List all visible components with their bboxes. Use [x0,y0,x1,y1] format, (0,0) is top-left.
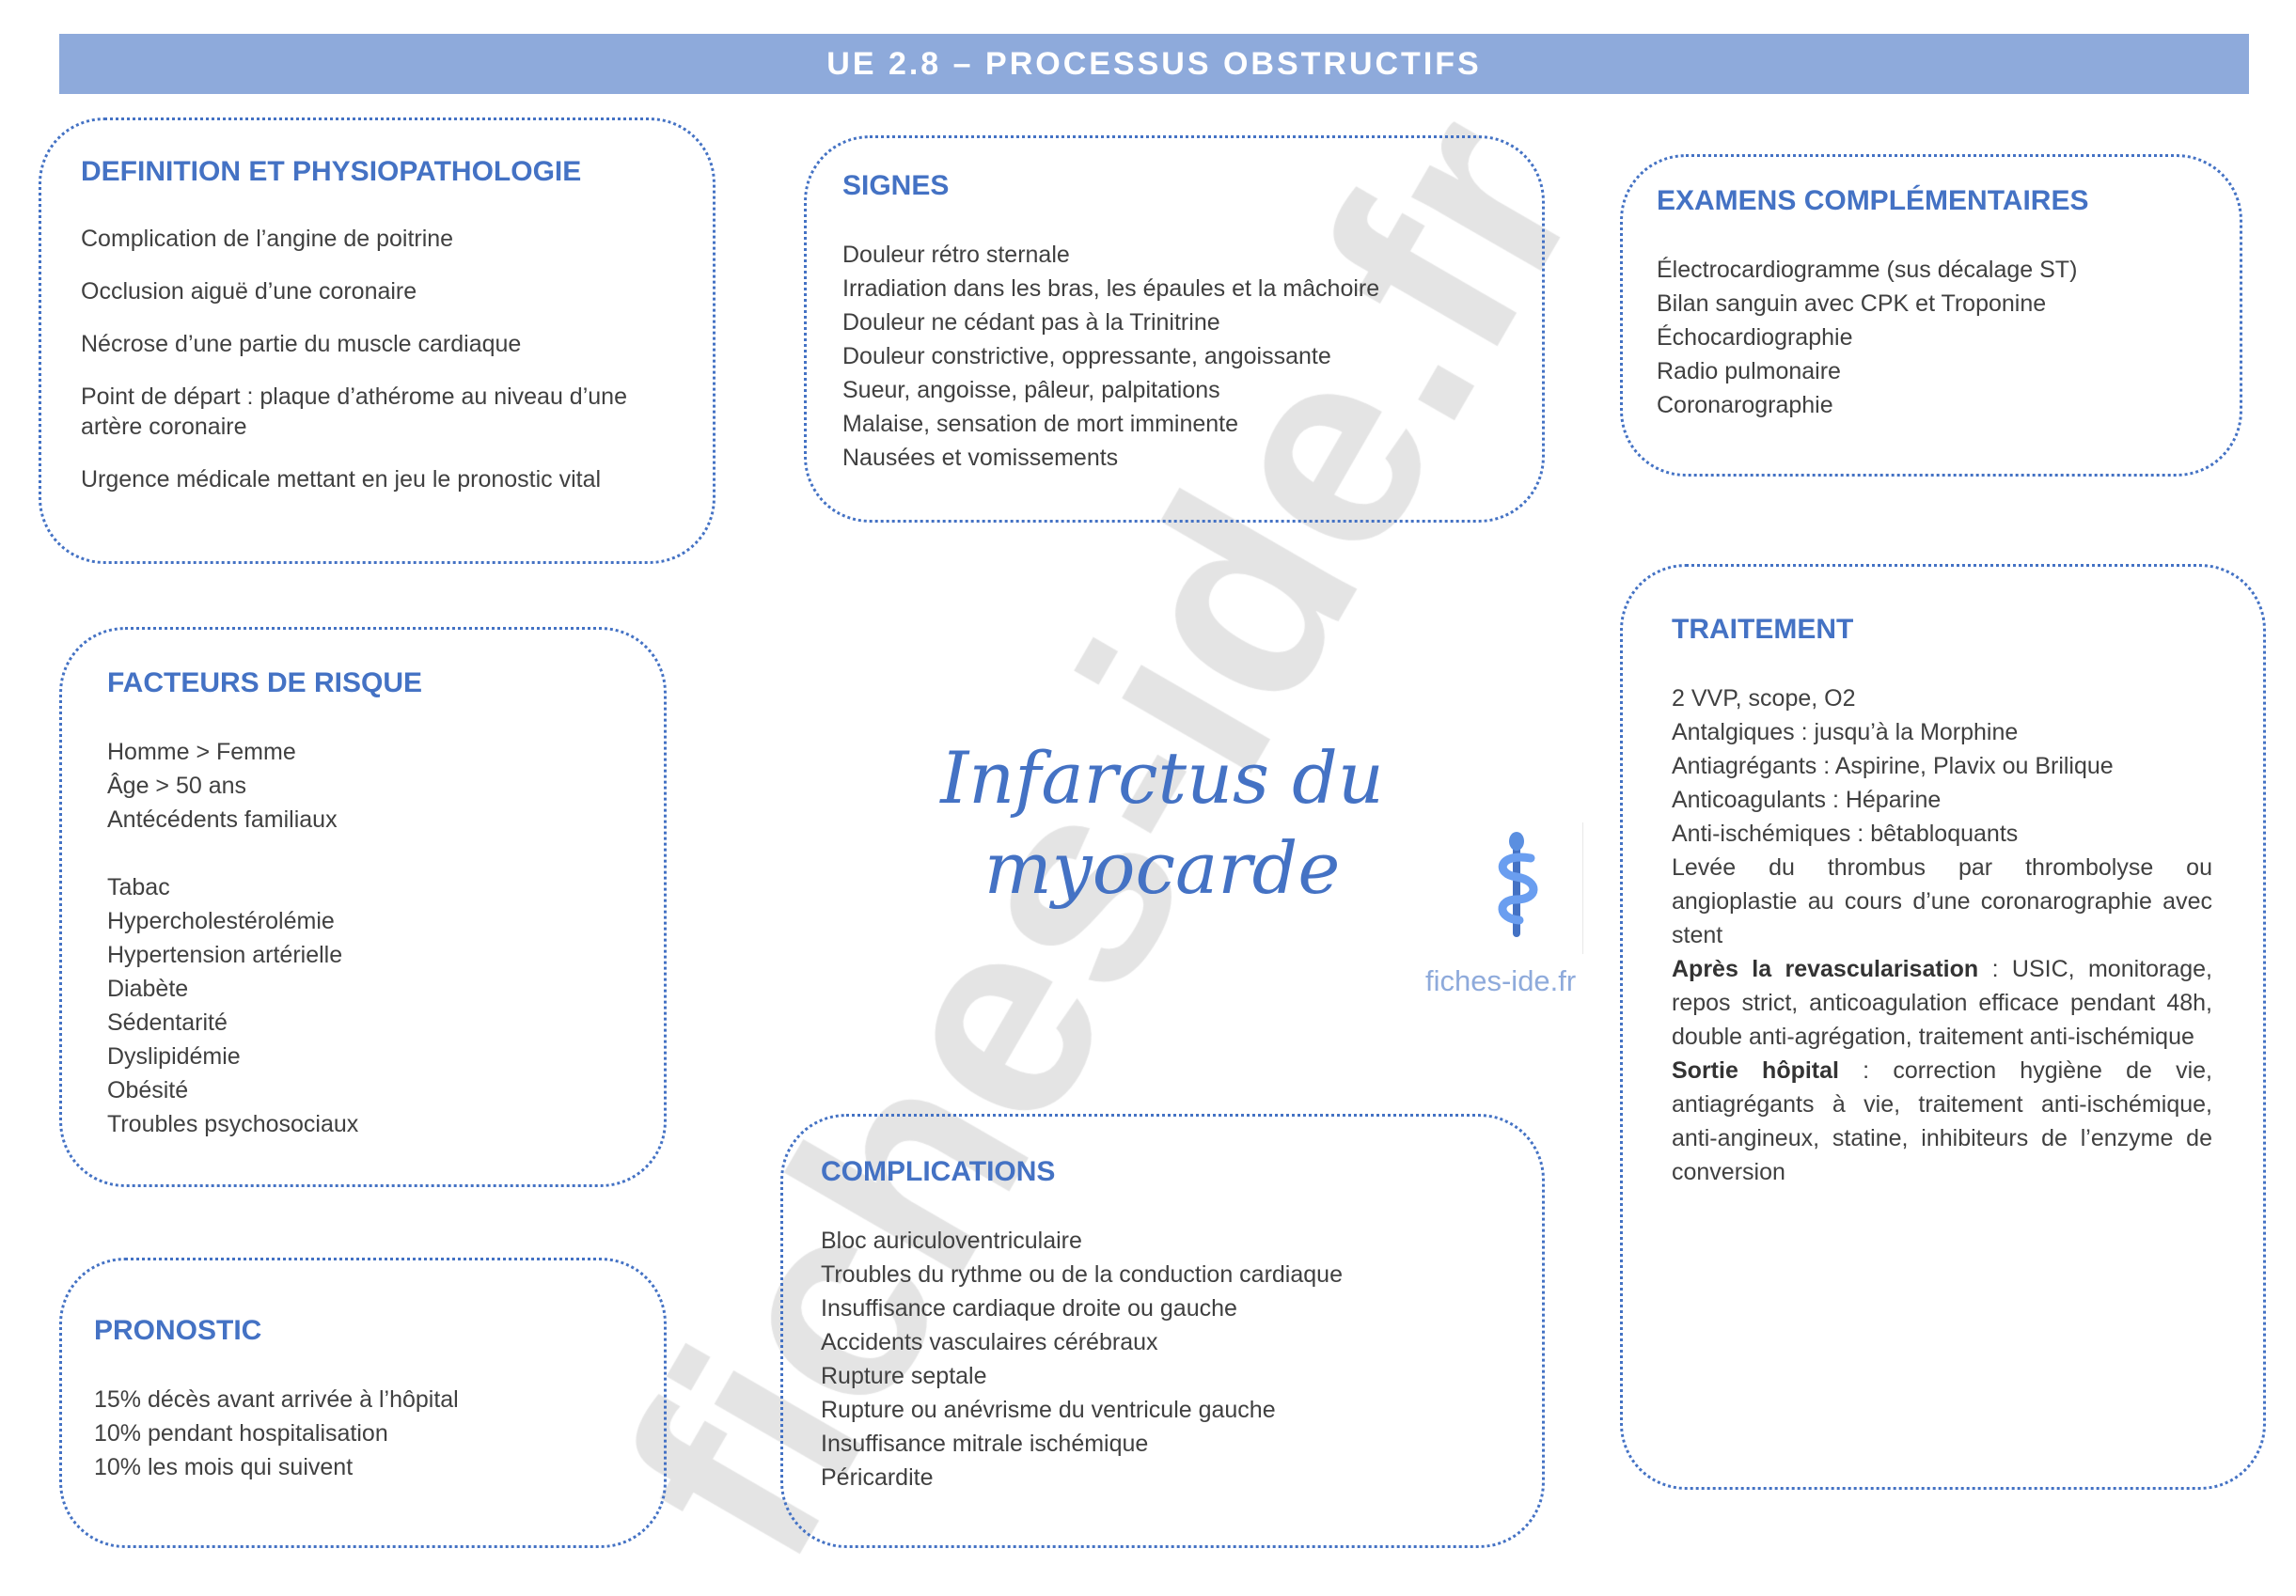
list-item: Occlusion aiguë d’une coronaire [81,278,417,305]
list-item: Sueur, angoisse, pâleur, palpitations [842,377,1220,403]
list-item: Insuffisance cardiaque droite ou gauche [821,1295,1237,1322]
list-item: 10% les mois qui suivent [94,1454,354,1480]
traitement-thrombus: Levée du thrombus par thrombolyse ou angioplastie au cours d’une coronarographie avec stent [1672,854,2212,948]
list-item: Rupture ou anévrisme du ventricule gauche [821,1397,1276,1423]
list-item: Anti-ischémiques : bêtabloquants [1672,821,2019,847]
list-item: Tabac [107,874,170,900]
examens-box [1620,154,2242,477]
list-item: Point de départ : plaque d’athérome au niveau d’une artère coronaire [81,383,627,440]
list-item: Accidents vasculaires cérébraux [821,1329,1158,1355]
list-item: Homme > Femme [107,739,296,765]
traitement-box [1620,564,2266,1490]
list-item: Obésité [107,1077,189,1103]
sortie-text: : correction hygiène de vie, antiagrégants à vie, traitement anti-ischémique, anti-angineux, statine, inhibiteurs de l’enzyme de conversion [1672,1057,2212,1185]
traitement-title: TRAITEMENT [1672,614,1854,645]
list-item: Sédentarité [107,1009,228,1036]
list-item: Nausées et vomissements [842,445,1119,471]
signes-title: SIGNES [842,170,950,201]
examens-list [1657,253,2240,422]
page-header [59,34,2249,94]
list-item: Antécédents familiaux [107,806,338,833]
divider [1582,822,1583,954]
list-item: Douleur constrictive, oppressante, angoissante [842,343,1331,369]
facteurs-group-1 [107,735,664,837]
signes-box [804,135,1545,523]
list-item: Anticoagulants : Héparine [1672,787,1942,813]
pronostic-box [59,1258,667,1548]
list-item: Bloc auriculoventriculaire [821,1228,1082,1254]
list-item: 15% décès avant arrivée à l’hôpital [94,1386,459,1413]
list-item: Hypertension artérielle [107,942,343,968]
list-item: Antalgiques : jusqu’à la Morphine [1672,719,2019,745]
list-item: Troubles psychosociaux [107,1111,359,1137]
traitement-first: 2 VVP, scope, O2 [1672,685,1856,712]
list-item: Complication de l’angine de poitrine [81,226,454,252]
header-title: UE 2.8 – PROCESSUS OBSTRUCTIFS [826,45,1482,82]
main-title-line2: myocarde [983,826,1341,910]
complications-title: COMPLICATIONS [821,1156,1056,1187]
caduceus-icon [1484,832,1549,945]
facteurs-box [59,627,667,1187]
list-item: Âge > 50 ans [107,773,247,799]
list-item: Hypercholestérolémie [107,908,335,934]
list-item: Douleur rétro sternale [842,242,1070,268]
list-item: Échocardiographie [1657,324,1853,351]
complications-box [780,1114,1545,1548]
facteurs-group-2 [107,870,664,1141]
list-item: Urgence médicale mettant en jeu le pronostic vital [81,466,602,493]
main-title [940,733,1384,914]
pronostic-title: PRONOSTIC [94,1315,262,1346]
list-item: Diabète [107,976,189,1002]
apres-text: : USIC, monitorage, repos strict, anticoagulation efficace pendant 48h, double anti-agrégation, traitement anti-ischémique [1672,956,2212,1050]
traitement-sortie [1672,1054,2212,1189]
list-item: Antiagrégants : Aspirine, Plavix ou Brilique [1672,753,2114,779]
list-item: Coronarographie [1657,392,1833,418]
facteurs-title: FACTEURS DE RISQUE [107,667,423,698]
definition-list [81,224,713,494]
list-item: 10% pendant hospitalisation [94,1420,388,1447]
list-item: Péricardite [821,1464,934,1491]
list-item: Irradiation dans les bras, les épaules et la mâchoire [842,275,1380,302]
site-name: fiches-ide.fr [1425,964,1577,997]
main-title-line1: Infarctus du [940,736,1384,820]
list-item: Insuffisance mitrale ischémique [821,1431,1149,1457]
list-item: Rupture septale [821,1363,987,1389]
apres-label: Après la revascularisation [1672,956,1979,982]
traitement-content [1672,681,2212,1189]
complications-list [821,1224,1542,1494]
list-item: Dyslipidémie [107,1043,241,1070]
facteurs-list [107,735,664,1141]
traitement-apres [1672,952,2212,1054]
sortie-label: Sortie hôpital [1672,1057,1839,1084]
list-item: Radio pulmonaire [1657,358,1841,384]
pronostic-list [94,1383,664,1484]
list-item: Troubles du rythme ou de la conduction cardiaque [821,1261,1343,1288]
list-item: Bilan sanguin avec CPK et Troponine [1657,290,2047,317]
definition-box [39,117,716,564]
list-item: Douleur ne cédant pas à la Trinitrine [842,309,1220,336]
signes-list [842,238,1542,475]
examens-title: EXAMENS COMPLÉMENTAIRES [1657,185,2089,216]
definition-title: DEFINITION ET PHYSIOPATHOLOGIE [81,156,582,187]
traitement-meds [1672,715,2212,851]
list-item: Nécrose d’une partie du muscle cardiaque [81,331,522,357]
list-item: Malaise, sensation de mort imminente [842,411,1239,437]
list-item: Électrocardiogramme (sus décalage ST) [1657,257,2078,283]
